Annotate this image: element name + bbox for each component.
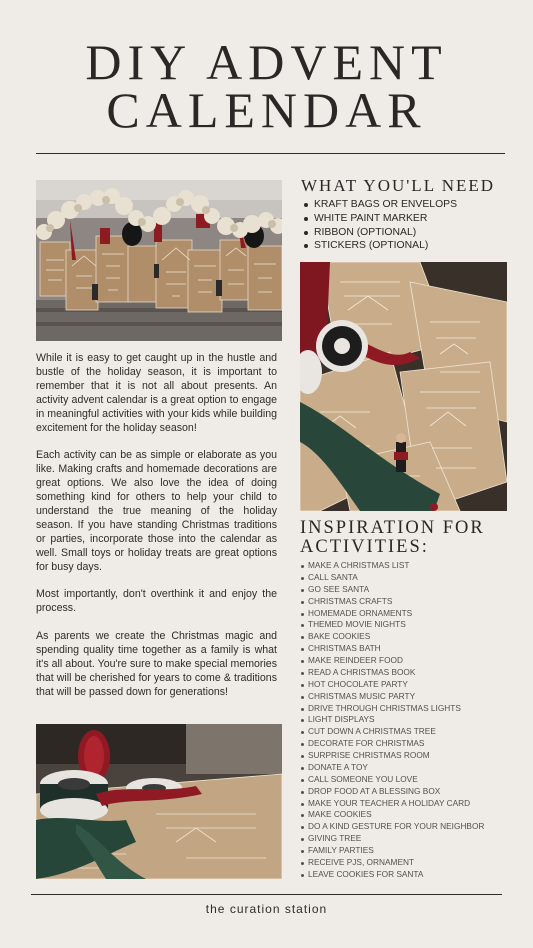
photo-ribbon-envelopes — [300, 262, 507, 511]
list-item: DROP FOOD AT A BLESSING BOX — [300, 786, 515, 798]
list-item: CHRISTMAS BATH — [300, 643, 515, 655]
list-item: FAMILY PARTIES — [300, 845, 515, 857]
list-item: STICKERS (OPTIONAL) — [303, 239, 513, 253]
page-title — [0, 34, 533, 138]
list-item: MAKE COOKIES — [300, 809, 515, 821]
footer-brand: the curation station — [205, 902, 328, 916]
list-item: LIGHT DISPLAYS — [300, 714, 515, 726]
list-item: HOT CHOCOLATE PARTY — [300, 679, 515, 691]
list-item: MAKE REINDEER FOOD — [300, 655, 515, 667]
title-line-2: CALENDAR — [106, 82, 427, 138]
list-item: HOMEMADE ORNAMENTS — [300, 608, 515, 620]
inspiration-heading — [300, 519, 515, 557]
photo-ribbon-spools — [36, 724, 282, 879]
photo-advent-garland — [36, 180, 282, 341]
list-item: CHRISTMAS CRAFTS — [300, 596, 515, 608]
list-item: MAKE YOUR TEACHER A HOLIDAY CARD — [300, 798, 515, 810]
list-item: BAKE COOKIES — [300, 631, 515, 643]
inspiration-heading-line-2: ACTIVITIES: — [300, 537, 429, 557]
list-item: THEMED MOVIE NIGHTS — [300, 619, 515, 631]
list-item: CHRISTMAS MUSIC PARTY — [300, 691, 515, 703]
list-item: READ A CHRISTMAS BOOK — [300, 667, 515, 679]
list-item: CALL SANTA — [300, 572, 515, 584]
needs-list — [303, 198, 513, 253]
list-item: GIVING TREE — [300, 833, 515, 845]
needs-heading: WHAT YOU'LL NEED — [301, 176, 496, 195]
intro-paragraph-2: Each activity can be as simple or elaborate as you like. Making crafts and homemade decorations are great options. We also love the idea of doing something kind for others to help your child to understand the true meaning of the holiday season. If you have standing Christmas traditions or parties, incorporate those into the calendar as well. Small toys or holiday treats are great options for busy days. — [36, 449, 277, 573]
intro-paragraph-1: While it is easy to get caught up in the hustle and bustle of the holiday season, it is important to remember that it is not all about presents. An activity advent calendar is a great option to engage in meaningful activities with your kids while building excitement for the holiday season! — [36, 352, 277, 434]
list-item: DRIVE THROUGH CHRISTMAS LIGHTS — [300, 703, 515, 715]
list-item: WHITE PAINT MARKER — [303, 212, 513, 226]
list-item: RIBBON (OPTIONAL) — [303, 226, 513, 240]
intro-paragraph-3: Most importantly, don't overthink it and enjoy the process. — [36, 588, 277, 615]
list-item: DECORATE FOR CHRISTMAS — [300, 738, 515, 750]
list-item: DONATE A TOY — [300, 762, 515, 774]
list-item: LEAVE COOKIES FOR SANTA — [300, 869, 515, 881]
list-item: DO A KIND GESTURE FOR YOUR NEIGHBOR — [300, 821, 515, 833]
list-item: KRAFT BAGS OR ENVELOPS — [303, 198, 513, 212]
list-item: CUT DOWN A CHRISTMAS TREE — [300, 726, 515, 738]
list-item: MAKE A CHRISTMAS LIST — [300, 560, 515, 572]
list-item: RECEIVE PJS, ORNAMENT — [300, 857, 515, 869]
inspiration-heading-line-1: INSPIRATION FOR — [300, 518, 485, 538]
bottom-divider — [31, 894, 502, 895]
list-item: SURPRISE CHRISTMAS ROOM — [300, 750, 515, 762]
top-divider — [36, 153, 505, 154]
inspiration-list — [300, 560, 515, 881]
title-line-1: DIY ADVENT — [85, 34, 448, 90]
intro-text — [36, 352, 277, 714]
intro-paragraph-4: As parents we create the Christmas magic and spending quality time together as a family is what it's all about. You're sure to make special memories that will be cherished for years to come & traditions that will be passed down for generations! — [36, 630, 277, 698]
list-item: CALL SOMEONE YOU LOVE — [300, 774, 515, 786]
list-item: GO SEE SANTA — [300, 584, 515, 596]
